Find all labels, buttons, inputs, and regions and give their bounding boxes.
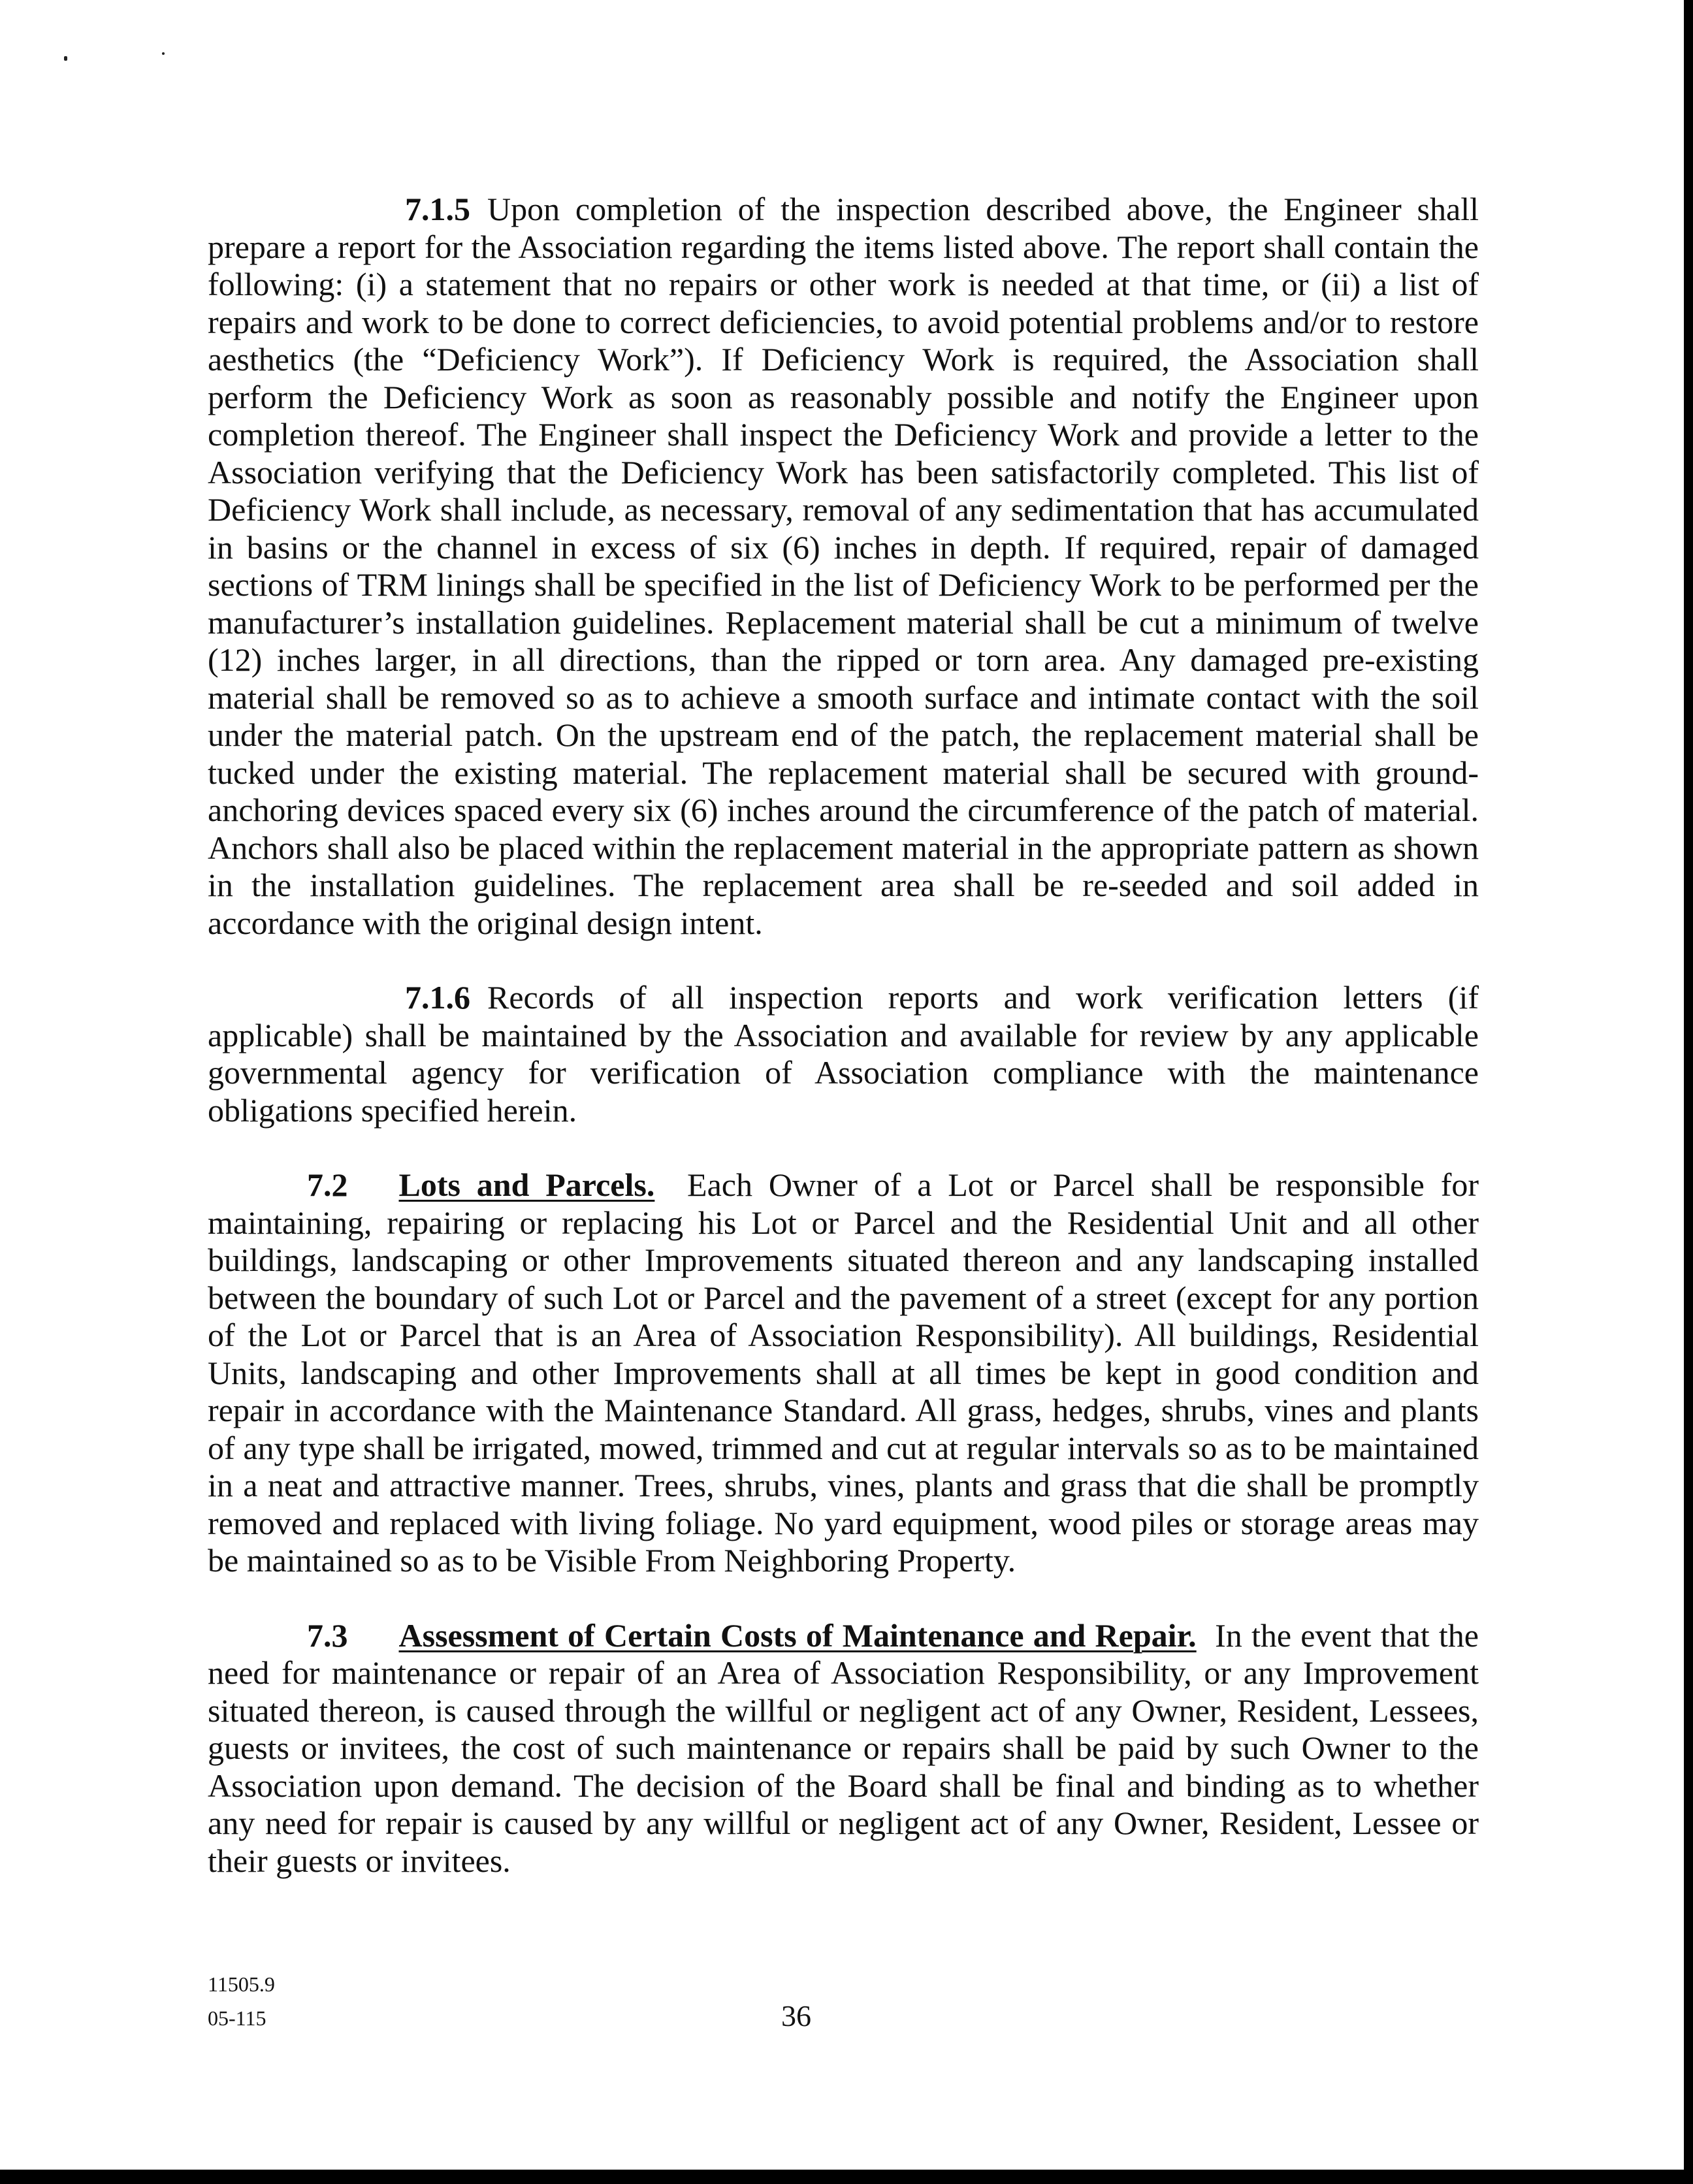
section-number: 7.1.6: [405, 979, 470, 1016]
scan-border-right: [1684, 0, 1693, 2184]
section-text: Each Owner of a Lot or Parcel shall be responsible for maintaining, repairing or replacing his Lot or Parcel and the Residential Unit and all other buildings, landscaping or other Improvements situated thereon and any landscaping installed between the boundary of such Lot or Parcel and the pavement of a street (except for any portion of the Lot or Parcel that is an Area of Association Responsibility). All buildings, Residential Units, landscaping and other Improvements shall at all times be kept in good condition and repair in accordance with the Maintenance Standard. All grass, hedges, shrubs, vines and plants of any type shall be irrigated, mowed, trimmed and cut at regular intervals so as to be maintained in a neat and attractive manner. Trees, shrubs, vines, plants and grass that die shall be promptly removed and replaced with living foliage. No yard equipment, wood piles or storage areas may be maintained so as to be Visible From Neighboring Property.: [208, 1166, 1479, 1579]
section-number: 7.1.5: [405, 191, 470, 227]
section-7-3: [208, 1617, 1479, 1880]
section-7-2: [208, 1166, 1479, 1580]
section-7-1-5: [208, 191, 1479, 942]
section-number: 7.3: [307, 1616, 348, 1654]
section-number: 7.2: [307, 1166, 348, 1203]
scan-speck: [64, 56, 67, 61]
section-heading: Lots and Parcels.: [398, 1166, 655, 1203]
scan-speck: [162, 52, 165, 55]
section-heading: Assessment of Certain Costs of Maintenance and Repair.: [398, 1616, 1197, 1654]
scan-border-bottom: [0, 2170, 1693, 2184]
section-7-1-6: [208, 979, 1479, 1129]
ref-code: 05-115: [208, 2006, 266, 2030]
document-body: [208, 191, 1479, 1917]
doc-code: 11505.9: [208, 1972, 275, 1996]
section-text: Upon completion of the inspection described above, the Engineer shall prepare a report for the Association regarding the items listed above. The report shall contain the following: (i) a statement that no repairs or other work is needed at that time, or (ii) a list of repairs and work to be done to correct deficiencies, to avoid potential problems and/or to restore aesthetics (the “Deficiency Work”). If Deficiency Work is required, the Association shall perform the Deficiency Work as soon as reasonably possible and notify the Engineer upon completion thereof. The Engineer shall inspect the Deficiency Work and provide a letter to the Association verifying that the Deficiency Work has been satisfactorily completed. This list of Deficiency Work shall include, as necessary, removal of any sedimentation that has accumulated in basins or the channel in excess of six (6) inches in depth. If required, repair of damaged sections of TRM linings shall be specified in the list of Deficiency Work to be performed per the manufacturer’s installation guidelines. Replacement material shall be cut a minimum of twelve (12) inches larger, in all directions, than the ripped or torn area. Any damaged pre-existing material shall be removed so as to achieve a smooth surface and intimate contact with the soil under the material patch. On the upstream end of the patch, the replacement material shall be tucked under the existing material. The replacement material shall be secured with ground-anchoring devices spaced every six (6) inches around the circumference of the patch of material. Anchors shall also be placed within the replacement material in the appropriate pattern as shown in the installation guidelines. The replacement area shall be re-seeded and soil added in accordance with the original design intent.: [208, 191, 1479, 941]
footer-codes: [208, 1967, 275, 2035]
section-text: Records of all inspection reports and work verification letters (if applicable) shall be maintained by the Association and available for review by any applicable governmental agency for verification of Association compliance with the maintenance obligations specified herein.: [208, 979, 1479, 1129]
section-text: In the event that the need for maintenance or repair of an Area of Association Responsibility, or any Improvement situated thereon, is caused through the willful or negligent act of any Owner, Resident, Lessees, guests or invitees, the cost of such maintenance or repairs shall be paid by such Owner to the Association upon demand. The decision of the Board shall be final and binding as to whether any need for repair is caused by any willful or negligent act of any Owner, Resident, Lessee or their guests or invitees.: [208, 1616, 1479, 1879]
page-number: 36: [781, 1999, 811, 2032]
